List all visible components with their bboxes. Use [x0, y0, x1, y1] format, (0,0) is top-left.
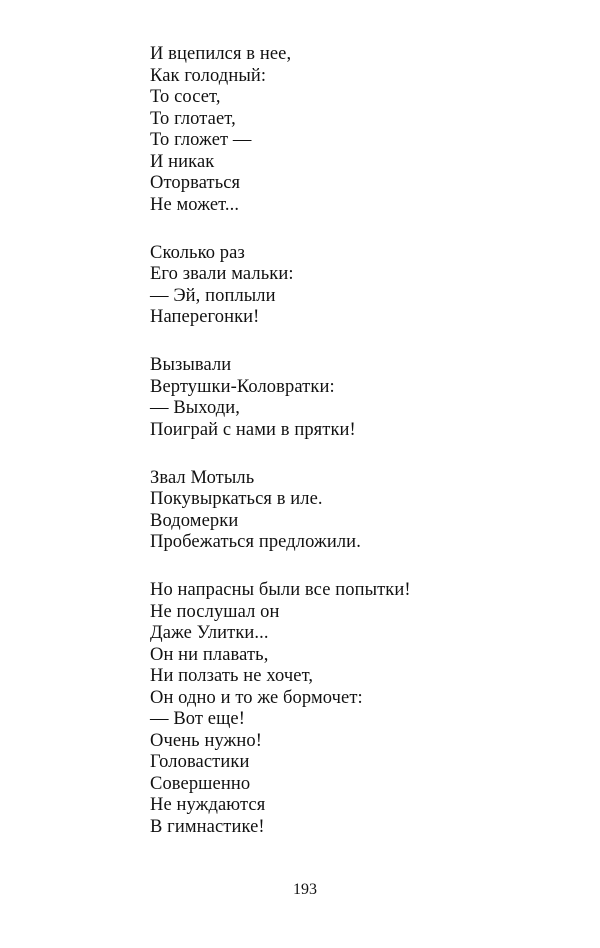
poem-line: Оторваться: [150, 173, 241, 193]
poem-line: Пробежаться предложили.: [150, 532, 361, 552]
poem-line: Вертушки-Коловратки:: [150, 376, 335, 397]
poem-line: — Вот еще!: [150, 709, 246, 729]
stanza-3: [150, 355, 570, 441]
poem-line: То гложет —: [150, 130, 252, 150]
poem-line: Он ни плавать,: [150, 644, 269, 665]
poem-line: То сосет,: [150, 87, 221, 107]
poem-line: — Эй, поплыли: [150, 285, 276, 306]
poem-line: Не нуждаются: [150, 795, 266, 815]
poem-text: [150, 44, 570, 865]
poem-line: Не может...: [150, 194, 240, 215]
poem-line: Совершенно: [150, 773, 251, 794]
poem-line: Он одно и то же бормочет:: [150, 687, 363, 708]
poem-line: И вцепился в нее,: [150, 44, 292, 64]
poem-line: Вызывали: [150, 355, 232, 375]
poem-line: Ни ползать не хочет,: [150, 666, 314, 686]
poem-line: Покувыркаться в иле.: [150, 489, 323, 509]
poem-line: То глотает,: [150, 108, 236, 129]
stanza-5: [150, 580, 570, 838]
poem-line: И никак: [150, 151, 215, 172]
poem-line: Водомерки: [150, 510, 239, 531]
poem-line: В гимнастике!: [150, 816, 265, 837]
poem-line: — Выходи,: [150, 398, 240, 418]
stanza-2: [150, 243, 570, 329]
poem-line: Даже Улитки...: [150, 623, 269, 643]
poem-line: Звал Мотыль: [150, 467, 255, 488]
poem-line: Очень нужно!: [150, 730, 263, 751]
poem-line: Его звали мальки:: [150, 264, 294, 284]
stanza-1: [150, 44, 570, 216]
poem-line: Не послушал он: [150, 601, 280, 622]
poem-line: Но напрасны были все попытки!: [150, 580, 411, 600]
stanza-4: [150, 468, 570, 554]
page-number: 193: [293, 881, 317, 898]
poem-line: Сколько раз: [150, 242, 245, 263]
poem-line: Поиграй с нами в прятки!: [150, 419, 356, 440]
poem-line: Как голодный:: [150, 65, 267, 86]
poem-line: Головастики: [150, 752, 250, 772]
poem-line: Наперегонки!: [150, 307, 260, 327]
